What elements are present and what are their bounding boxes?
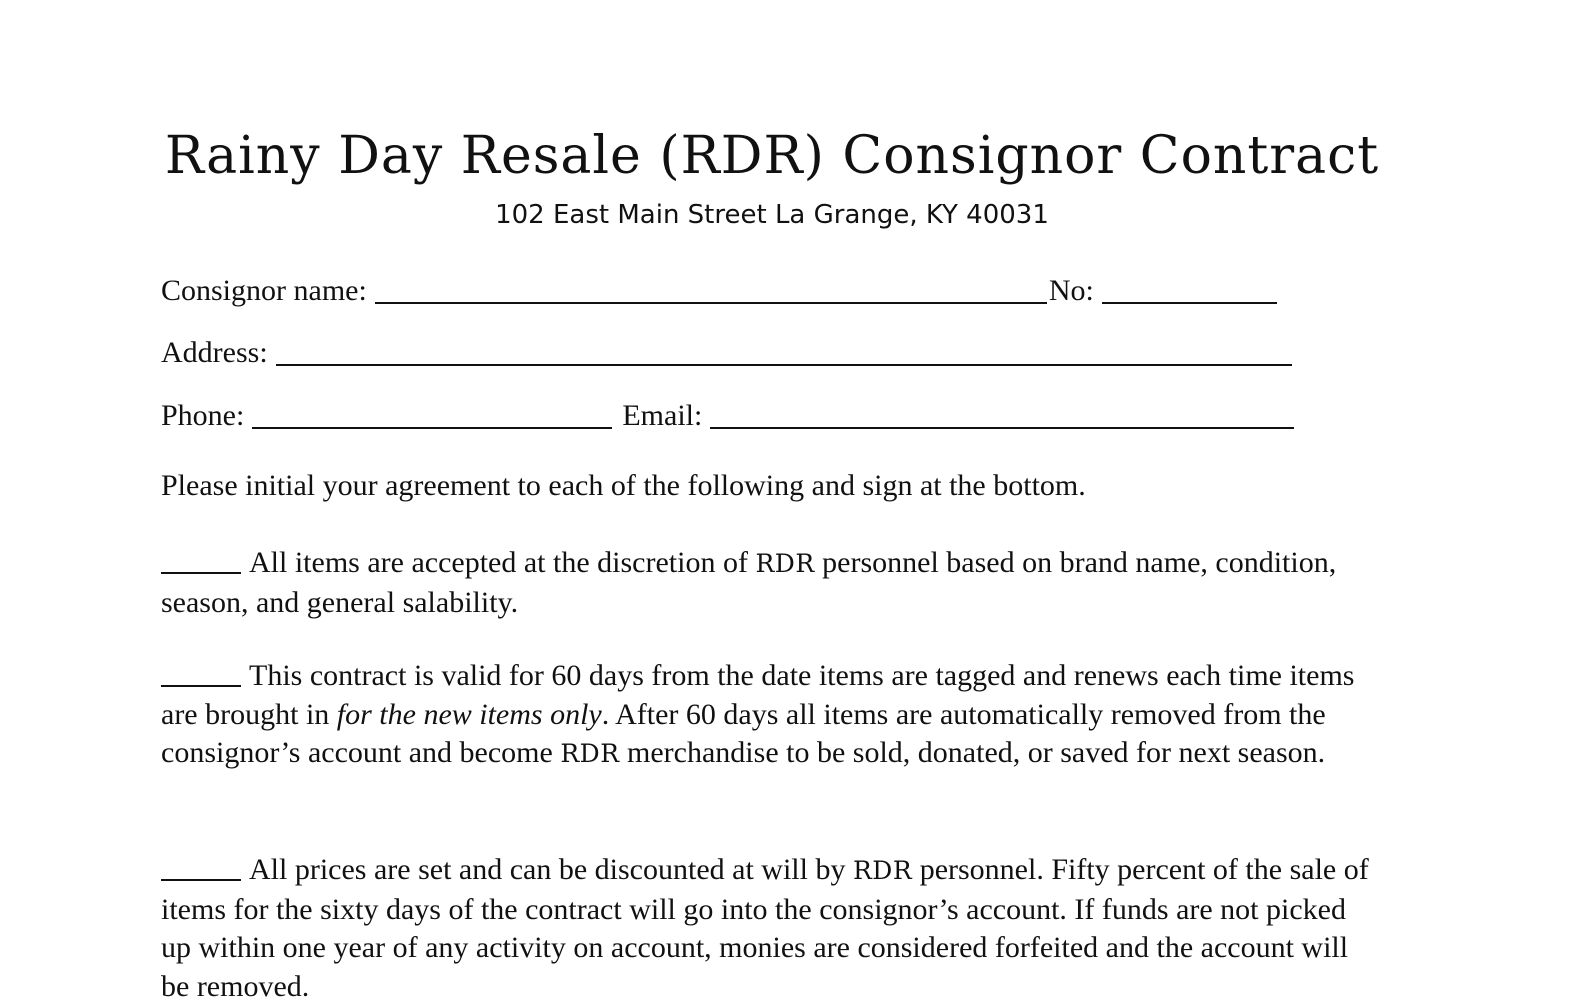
clause-acceptance: [161, 544, 1381, 622]
clause-3-text-a: All prices are set and can be discounted at will by: [249, 853, 846, 886]
initial-field-2[interactable]: [161, 659, 241, 687]
rdr-mark: RDR: [852, 856, 913, 885]
phone-field[interactable]: [252, 397, 612, 429]
store-address: 102 East Main Street La Grange, KY 40031: [495, 200, 1049, 230]
address-row: [161, 330, 1292, 373]
clause-1-text-a: All items are accepted at the discretion of: [249, 546, 748, 579]
address-field[interactable]: [276, 334, 1292, 366]
clause-3-text-b: personnel. Fifty percent of the sale of items for the sixty days of the contract will go into the consignor’s account. If funds are not picked up within one year of any activity on account, monies are considered forfeited and the account will be removed.: [161, 853, 1369, 1003]
clause-2-italic: for the new items only: [336, 697, 602, 731]
rdr-mark: RDR: [755, 549, 815, 578]
rdr-mark: RDR: [560, 739, 620, 768]
clause-validity: [161, 657, 1381, 774]
email-label: Email:: [622, 399, 703, 432]
consignor-number-field[interactable]: [1102, 272, 1277, 304]
initial-field-1[interactable]: [161, 546, 241, 574]
consignor-number-label: No:: [1048, 274, 1094, 307]
instructions-text: Please initial your agreement to each of the following and sign at the bottom.: [161, 469, 1086, 502]
phone-label: Phone:: [161, 399, 245, 432]
address-label: Address:: [161, 336, 268, 369]
clause-pricing: [161, 851, 1381, 1006]
email-field[interactable]: [710, 397, 1294, 429]
clause-1-text-b: personnel based on brand name, condition, season, and general salability.: [161, 546, 1337, 619]
clause-2-text-a: This contract is valid for 60 days from the date items are tagged and renews each time items are brought in: [161, 659, 1355, 731]
initial-field-3[interactable]: [161, 853, 241, 881]
document-title: Rainy Day Resale (RDR) Consignor Contract: [164, 126, 1380, 186]
consignor-name-row: [161, 268, 1277, 311]
clause-2-text-b: . After 60 days all items are automatically removed from the consignor’s account and become: [161, 697, 1326, 769]
consignor-name-label: Consignor name:: [161, 274, 367, 307]
phone-email-row: [161, 393, 1294, 436]
clause-2-text-c: merchandise to be sold, donated, or saved for next season.: [627, 736, 1326, 769]
consignor-name-field[interactable]: [375, 272, 1047, 304]
